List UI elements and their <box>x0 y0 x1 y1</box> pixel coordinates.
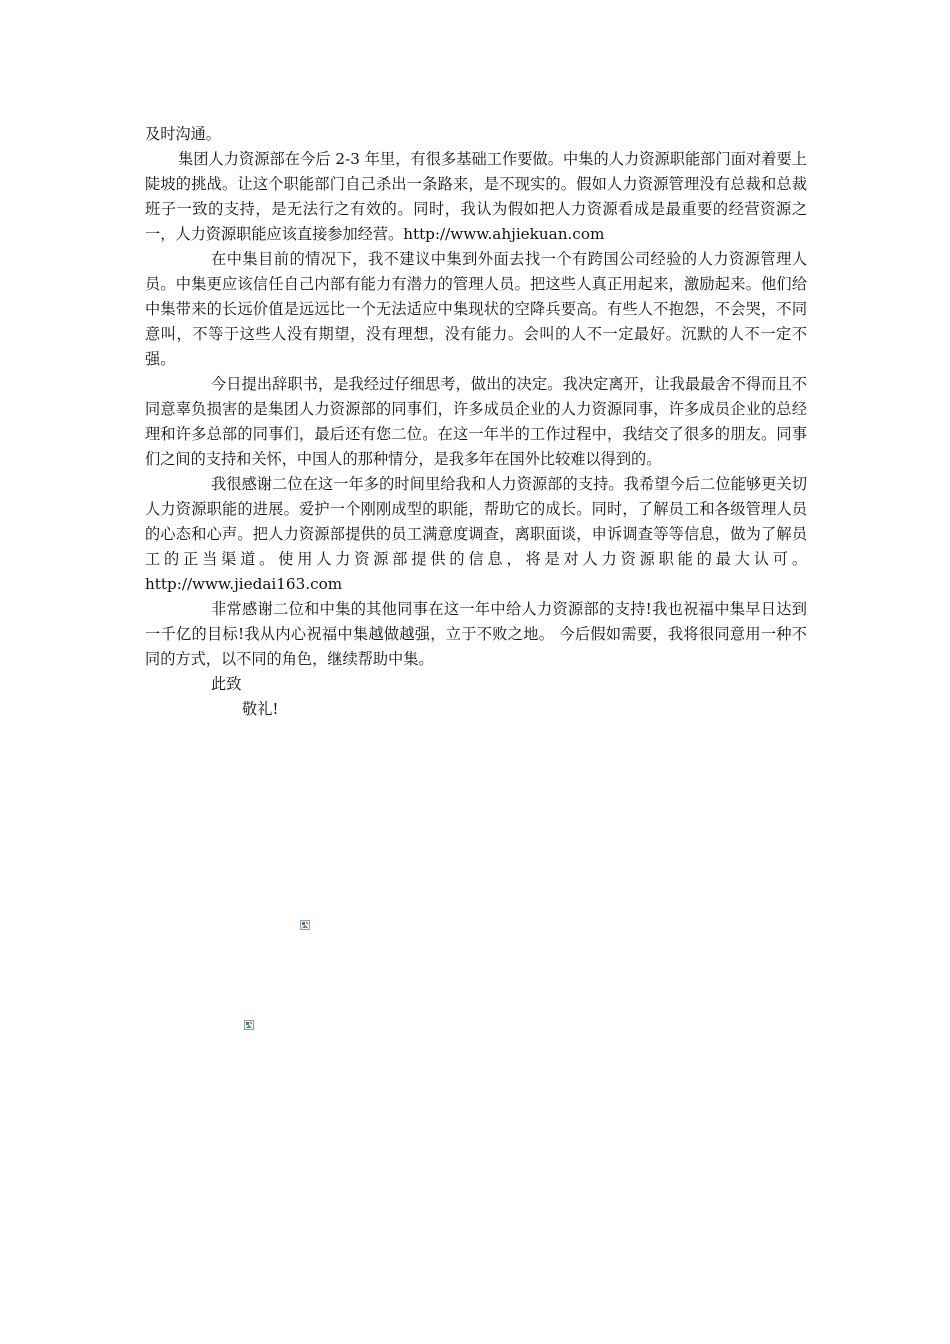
paragraph-5: 非常感谢二位和中集的其他同事在这一年中给人力资源部的支持!我也祝福中集早日达到一千亿的目标!我从内心祝福中集越做越强，立于不败之地。 今后假如需要，我将很同意用一种不同的方式，以不同的角色，继续帮助中集。 <box>145 600 807 668</box>
closing-regards: 敬礼! <box>242 700 279 718</box>
paragraph-3: 今日提出辞职书，是我经过仔细思考，做出的决定。我决定离开，让我最最舍不得而且不同意辜负损害的是集团人力资源部的同事们，许多成员企业的人力资源同事，许多成员企业的总经理和许多总部的同事们，最后还有您二位。在这一年半的工作过程中，我结交了很多的朋友。同事们之间的支持和关怀，中国人的那种情分，是我多年在国外比较难以得到的。 <box>145 375 807 468</box>
broken-image-icon <box>300 920 310 930</box>
broken-image-icon <box>244 1020 254 1030</box>
paragraph-1: 集团人力资源部在今后 2-3 年里，有很多基础工作要做。中集的人力资源职能部门面对着要上陡坡的挑战。让这个职能部门自己杀出一条路来，是不现实的。假如人力资源管理没有总裁和总裁班子一致的支持，是无法行之有效的。同时，我认为假如把人力资源看成是最重要的经营资源之一，人力资源职能应该直接参加经营。http://www.ahjiekuan.com <box>145 150 807 243</box>
letter-body <box>145 122 807 722</box>
paragraph-4: 我很感谢二位在这一年多的时间里给我和人力资源部的支持。我希望今后二位能够更关切人力资源职能的进展。爱护一个刚刚成型的职能，帮助它的成长。同时，了解员工和各级管理人员的心态和心声。把人力资源部提供的员工满意度调查，离职面谈，申诉调查等等信息，做为了解员工的正当渠道。使用人力资源部提供的信息，将是对人力资源职能的最大认可。http://www.jiedai163.com <box>145 475 807 593</box>
paragraph-2: 在中集目前的情况下，我不建议中集到外面去找一个有跨国公司经验的人力资源管理人员。中集更应该信任自己内部有能力有潜力的管理人员。把这些人真正用起来，激励起来。他们给中集带来的长远价值是远远比一个无法适应中集现状的空降兵要高。有些人不抱怨，不会哭，不同意叫，不等于这些人没有期望，没有理想，没有能力。会叫的人不一定最好。沉默的人不一定不强。 <box>145 250 807 368</box>
closing-salutation: 此致 <box>211 675 242 693</box>
paragraph-0: 及时沟通。 <box>145 125 221 143</box>
